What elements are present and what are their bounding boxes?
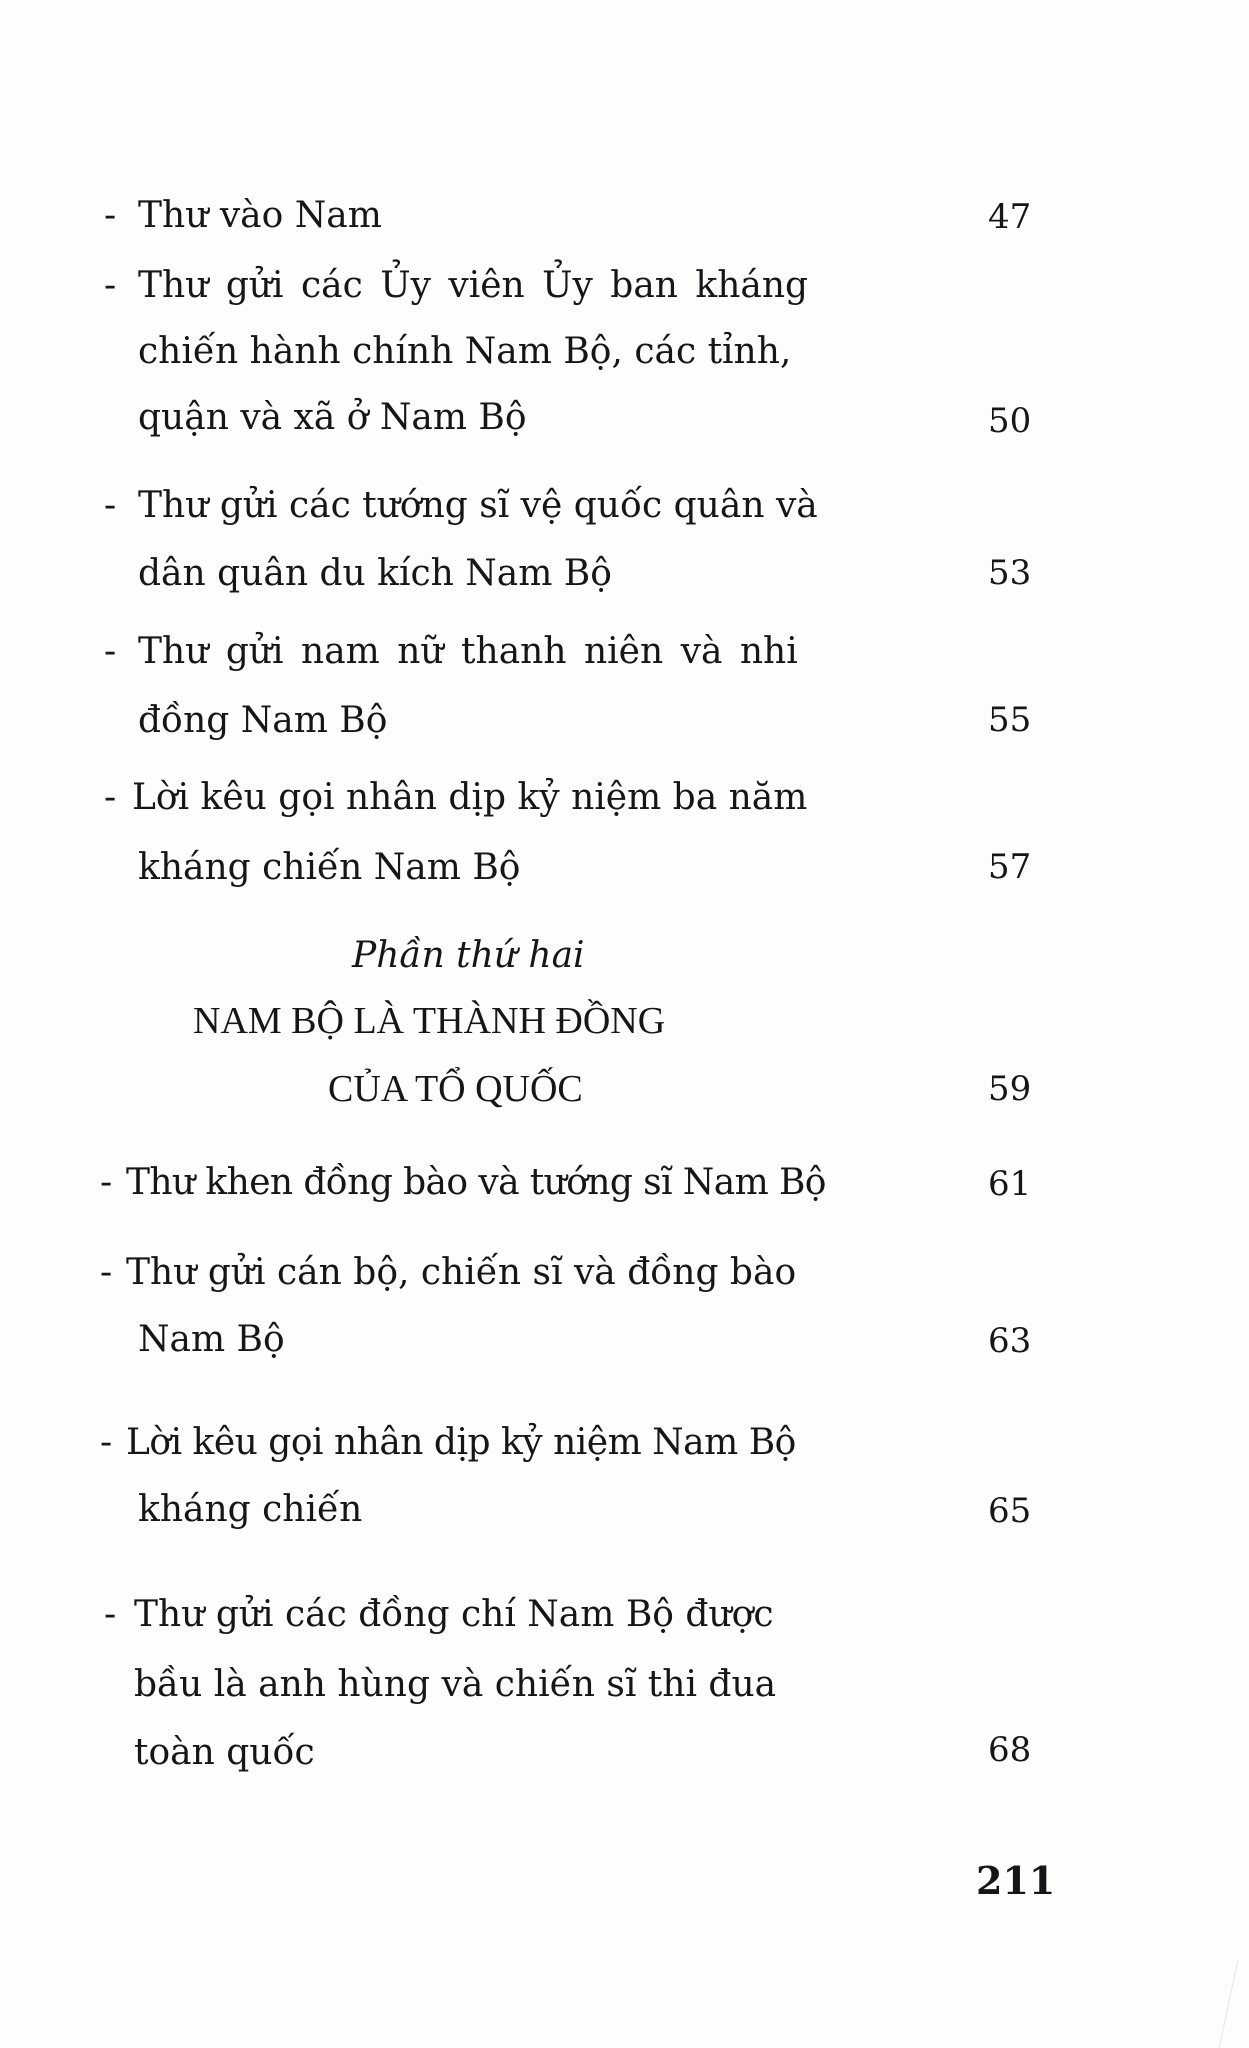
entry-title-line: đồng Nam Bộ [138, 700, 388, 741]
entry-title-line: Thư gửi các tướng sĩ vệ quốc quân và [138, 485, 818, 526]
entry-dash: - [100, 1422, 113, 1463]
entry-title-line: Thư gửi các đồng chí Nam Bộ được [134, 1594, 774, 1635]
entry-page-number: 63 [988, 1321, 1032, 1361]
entry-page-number: 61 [988, 1164, 1032, 1204]
entry-title-line: quận và xã ở Nam Bộ [138, 397, 527, 438]
entry-dash: - [104, 195, 117, 236]
entry-title-line: chiến hành chính Nam Bộ, các tỉnh, [138, 331, 792, 372]
entry-page-number: 65 [988, 1491, 1032, 1531]
entry-page-number: 57 [988, 847, 1032, 887]
entry-dash: - [100, 1162, 113, 1203]
entry-dash: - [104, 485, 117, 526]
entry-title-line: toàn quốc [134, 1732, 315, 1773]
entry-title-line: kháng chiến [138, 1489, 363, 1530]
part-page-number: 59 [988, 1069, 1032, 1109]
entry-page-number: 47 [988, 197, 1032, 237]
entry-dash: - [104, 1594, 117, 1635]
part-label: Phần thứ hai [352, 935, 585, 976]
entry-title-line: Nam Bộ [138, 1319, 285, 1360]
entry-title-line: Lời kêu gọi nhân dịp kỷ niệm ba năm [132, 777, 808, 818]
entry-page-number: 50 [988, 401, 1032, 441]
entry-title-line: Thư vào Nam [138, 195, 382, 236]
entry-dash: - [104, 777, 117, 818]
entry-title-line: Thư gửi cán bộ, chiến sĩ và đồng bào [126, 1252, 797, 1293]
entry-title-line: Lời kêu gọi nhân dịp kỷ niệm Nam Bộ [126, 1422, 796, 1463]
entry-dash: - [100, 1252, 113, 1293]
entry-title-line: Thư gửi các Ủy viên Ủy ban kháng [138, 265, 809, 306]
entry-page-number: 55 [988, 700, 1032, 740]
page-folio: 211 [976, 1858, 1056, 1903]
entry-title-line: kháng chiến Nam Bộ [138, 847, 521, 888]
entry-title-line: Thư khen đồng bào và tướng sĩ Nam Bộ [126, 1162, 826, 1203]
entry-dash: - [104, 265, 117, 306]
entry-title-line: bầu là anh hùng và chiến sĩ thi đua [134, 1664, 777, 1705]
entry-page-number: 53 [988, 553, 1032, 593]
entry-page-number: 68 [988, 1730, 1032, 1770]
entry-dash: - [104, 631, 117, 672]
part-title-line: CỦA TỔ QUỐC [328, 1068, 583, 1110]
page-edge-shadow [1219, 1960, 1249, 2048]
entry-title-line: Thư gửi nam nữ thanh niên và nhi [138, 631, 798, 672]
entry-title-line: dân quân du kích Nam Bộ [138, 553, 612, 594]
part-title-line: NAM BỘ LÀ THÀNH ĐỒNG [193, 1000, 666, 1042]
